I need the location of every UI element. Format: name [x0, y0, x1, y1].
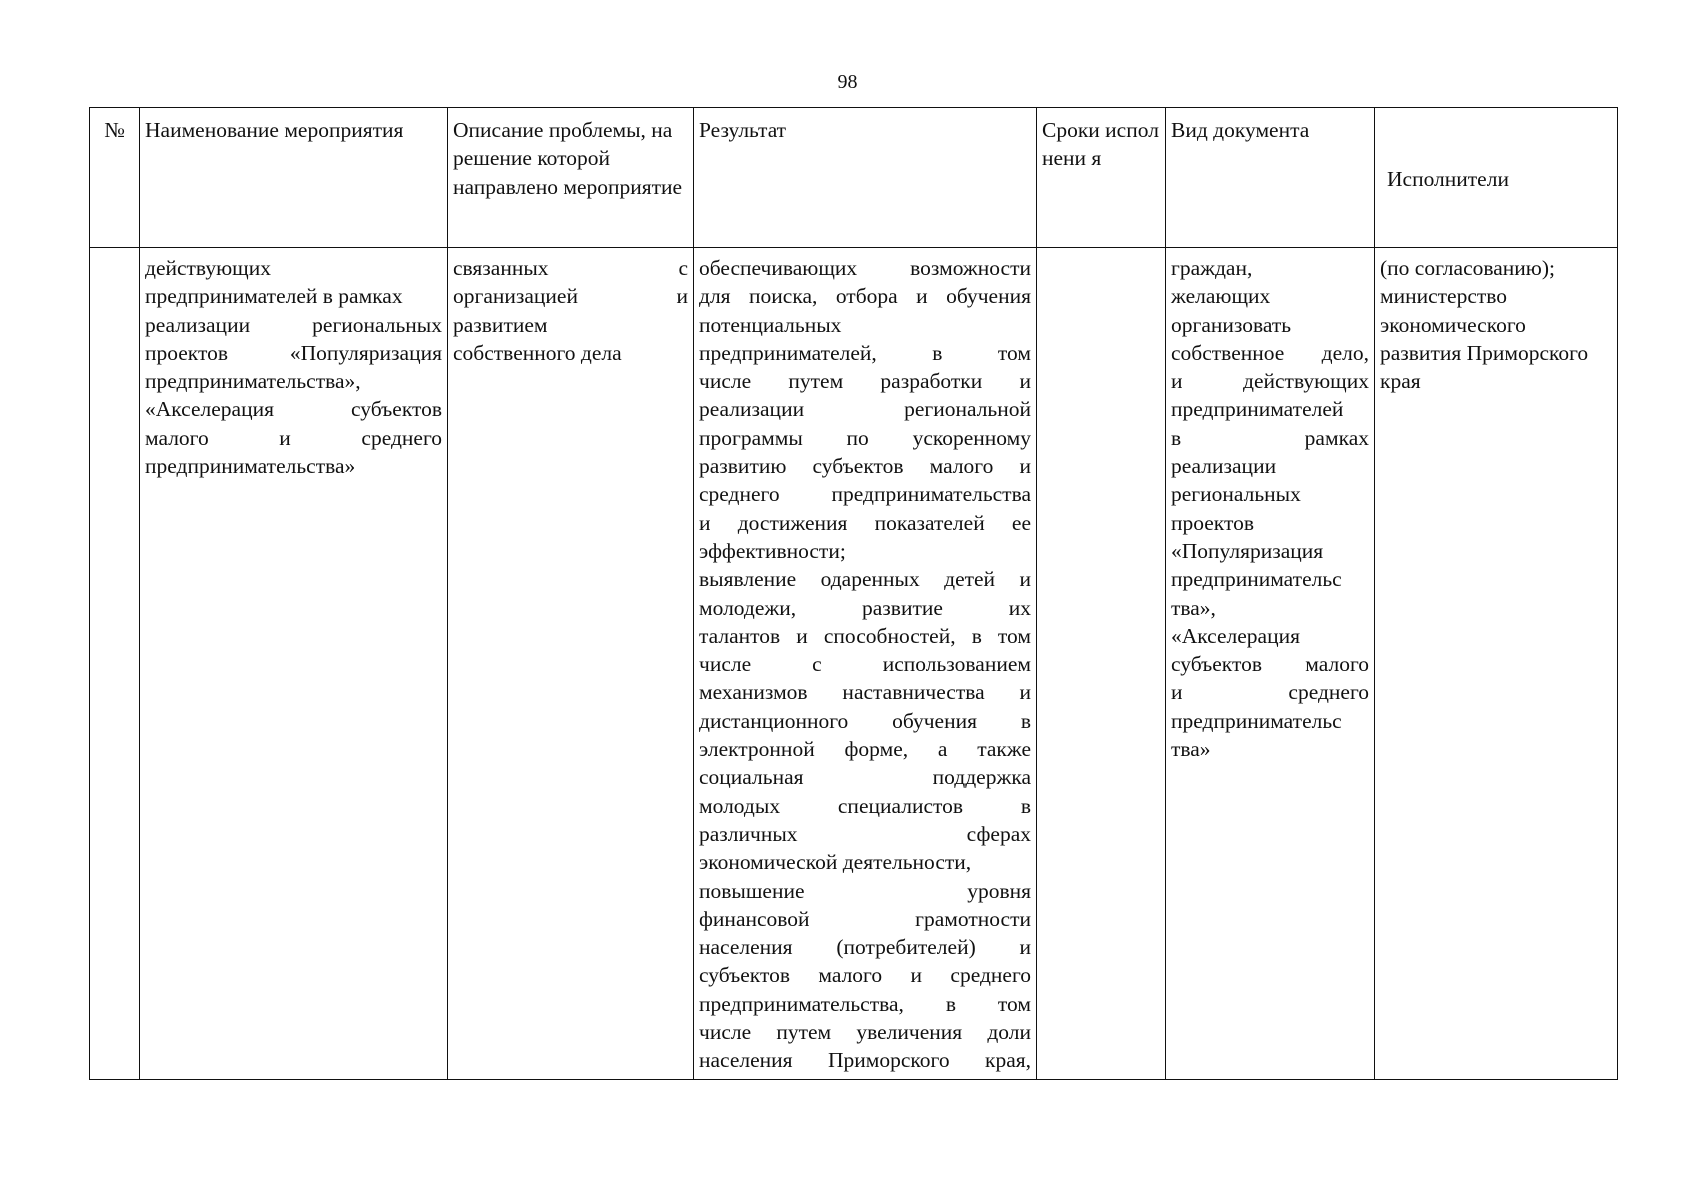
- cell-performers: (по согласованию); министерство экономического развития Приморского края: [1375, 248, 1618, 1080]
- cell-document-type: граждан, желающих организовать собственное дело, и действующих предпринимателей в рамках реализации региональных проектов «Популяризация предпринимательс тва», «Акселерация субъектов малого и среднего предпринимательс тва»: [1166, 248, 1375, 1080]
- cell-measure-name: действующих предпринимателей в рамках реализации региональных проектов «Популяризация предпринимательства», «Акселерация субъектов малого и среднего предпринимательства»: [140, 248, 448, 1080]
- table-header-row: [90, 108, 1618, 248]
- header-problem-description: Описание проблемы, на решение которой направлено мероприятие: [448, 108, 694, 248]
- header-number: №: [90, 108, 140, 248]
- header-document-type: Вид документа: [1166, 108, 1375, 248]
- cell-problem-description: связанных с организацией и развитием собственного дела: [448, 248, 694, 1080]
- header-measure-name: Наименование мероприятия: [140, 108, 448, 248]
- measures-table: [89, 107, 1618, 1080]
- header-deadline: Сроки исполнени я: [1037, 108, 1166, 248]
- table-row: [90, 248, 1618, 1080]
- page-number: 98: [837, 71, 858, 93]
- cell-result: обеспечивающих возможности для поиска, отбора и обучения потенциальных предпринимателей, в том числе путем разработки и реализации региональной программы по ускоренному развитию субъектов малого и среднего предпринимательства и достижения показателей ее эффективности; выявление одаренных детей и молодежи, развитие их талантов и способностей, в том числе с использованием механизмов наставничества и дистанционного обучения в электронной форме, а также социальная поддержка молодых специалистов в различных сферах экономической деятельности, повышение уровня финансовой грамотности населения (потребителей) и субъектов малого и среднего предпринимательства, в том числе путем увеличения доли населения Приморского края,: [694, 248, 1037, 1080]
- cell-deadline: [1037, 248, 1166, 1080]
- cell-number: [90, 248, 140, 1080]
- header-result: Результат: [694, 108, 1037, 248]
- header-performers: Исполнители: [1375, 108, 1618, 248]
